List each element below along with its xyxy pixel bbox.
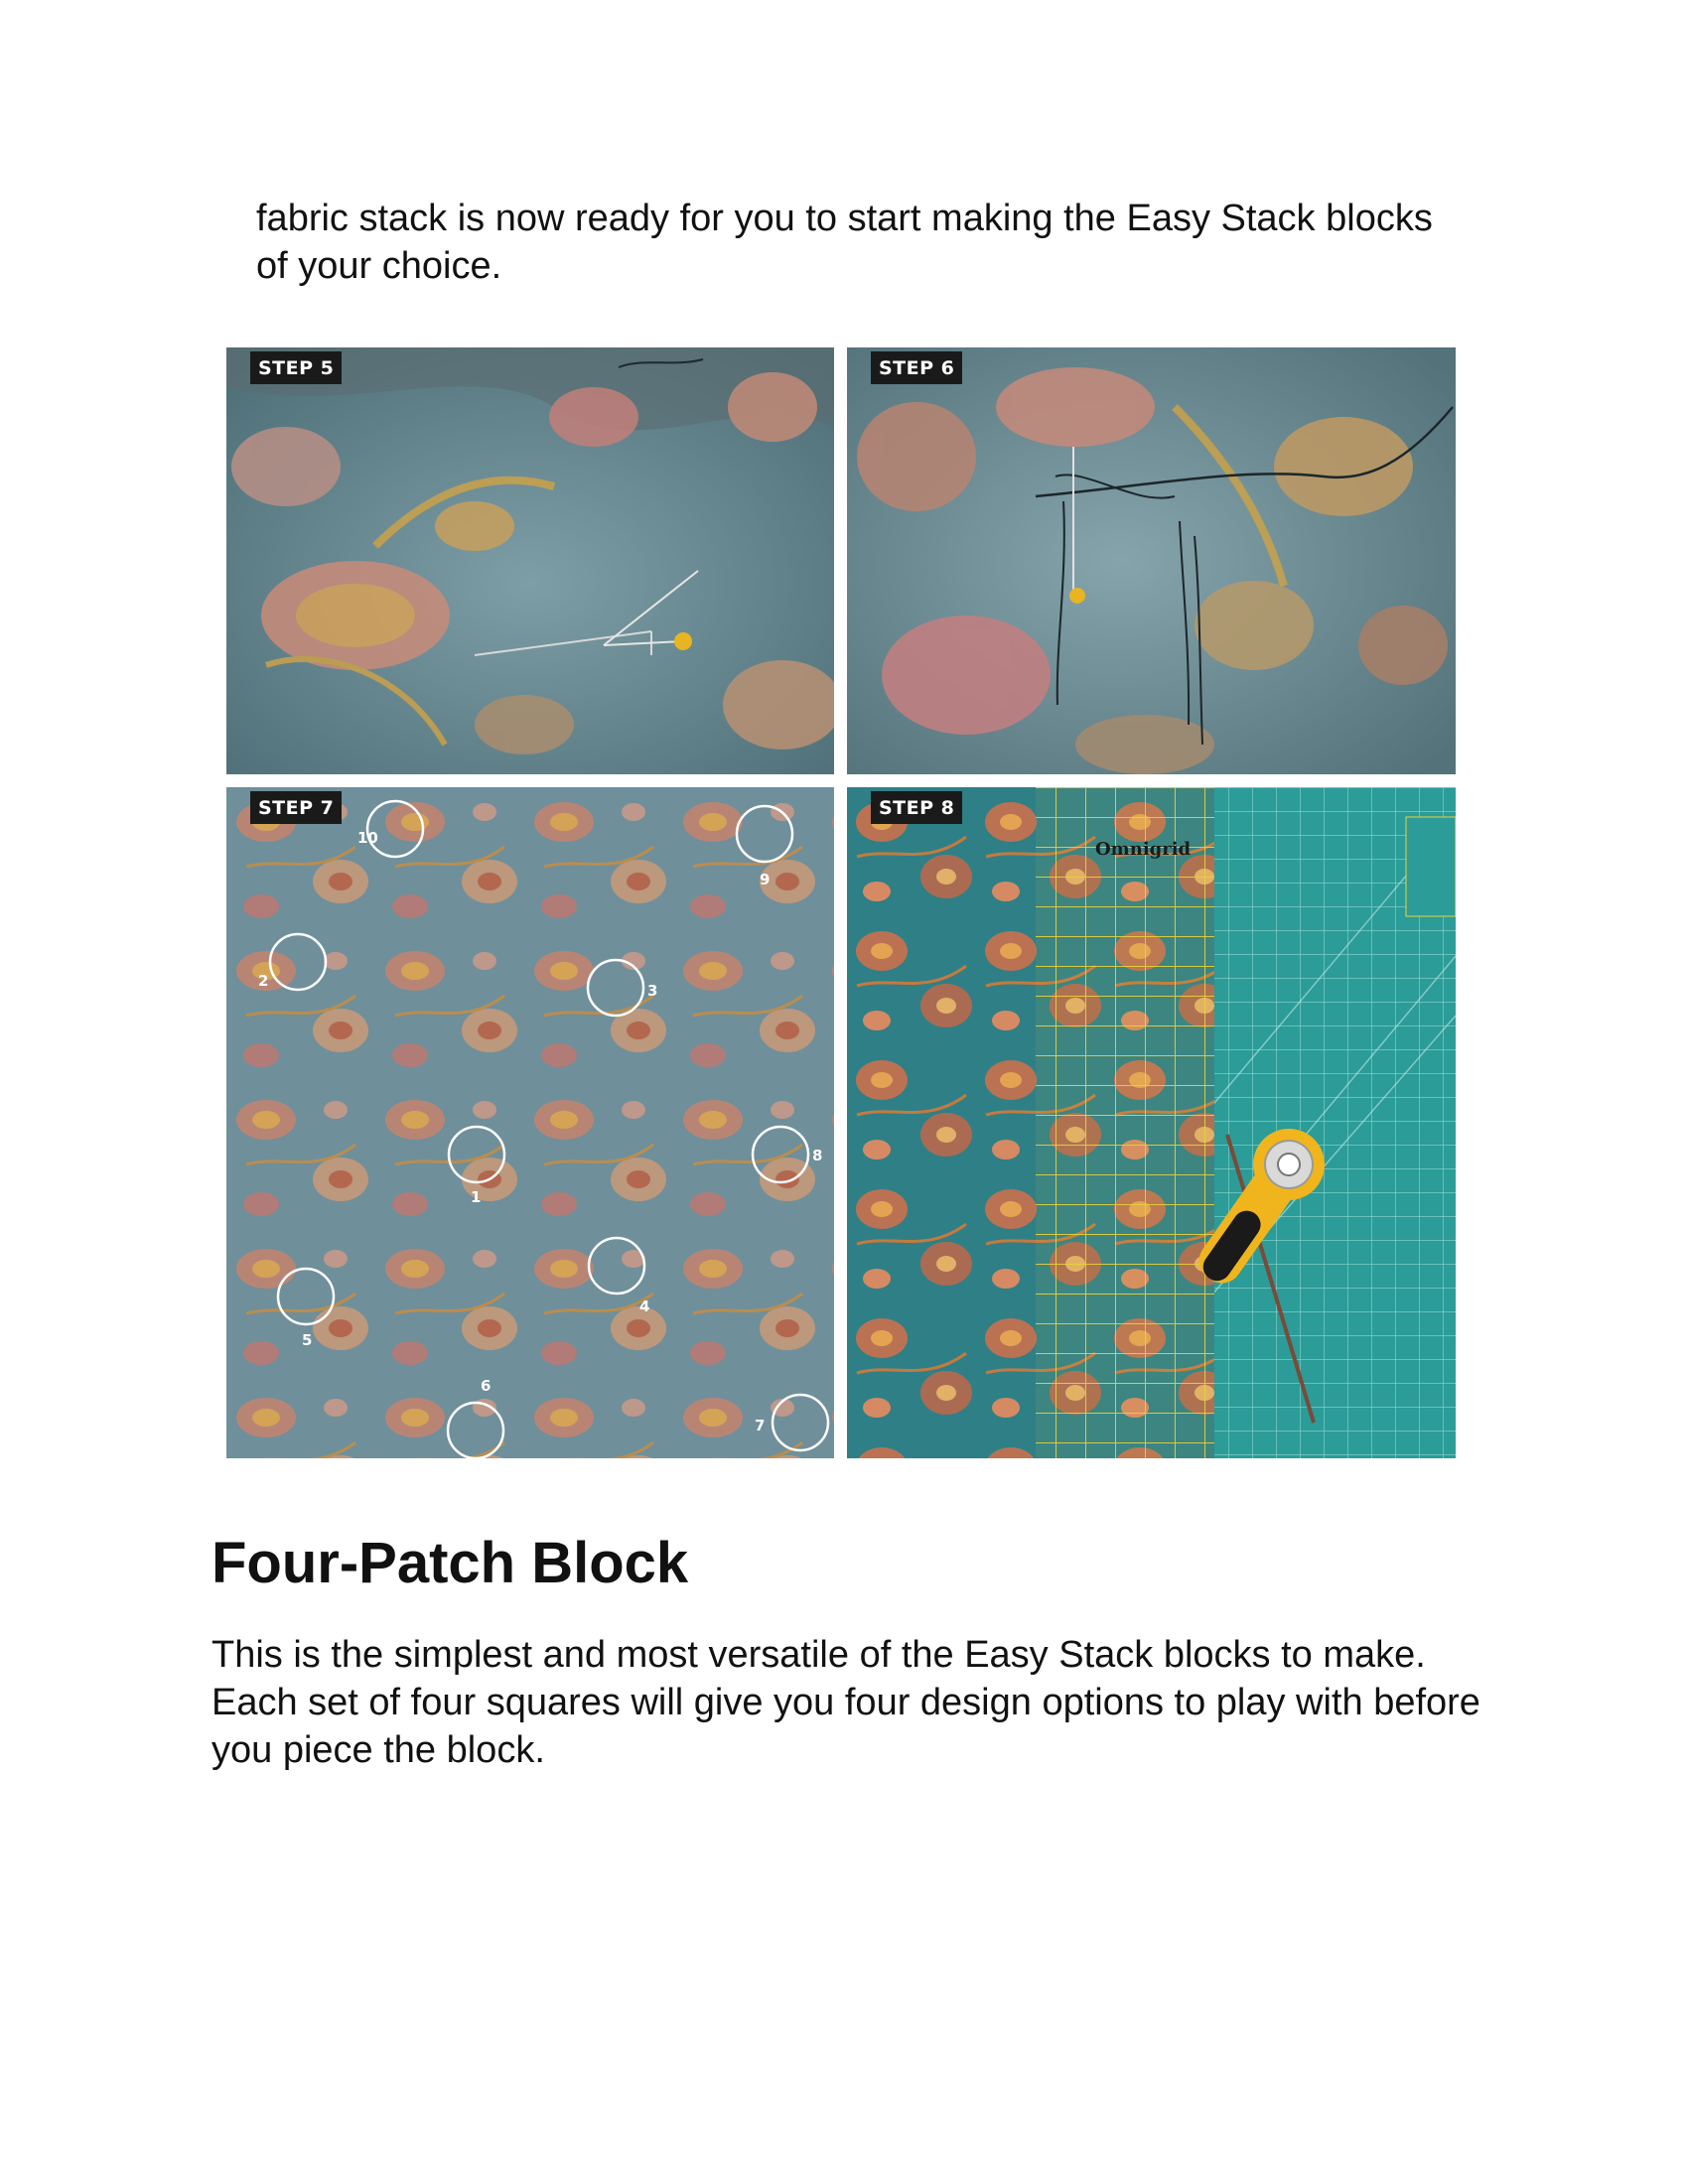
step-7-photo	[226, 787, 834, 1458]
marker-label: 2	[258, 972, 269, 990]
step-5-photo	[226, 347, 834, 774]
step-label: STEP 8	[871, 791, 962, 824]
body-paragraph: This is the simplest and most versatile of the Easy Stack blocks to make. Each set of four squares will give you four design options to play with before you piece the block.	[211, 1634, 1480, 1771]
step-label: STEP 7	[250, 791, 342, 824]
marker-label: 7	[755, 1417, 766, 1434]
step-6-photo	[847, 347, 1456, 774]
marker-label: 5	[302, 1331, 313, 1349]
marker-label: 9	[760, 871, 771, 888]
marker-label: 4	[639, 1297, 650, 1315]
marker-label: 6	[481, 1377, 492, 1395]
marker-label: 10	[357, 829, 378, 847]
step-8-photo	[847, 787, 1456, 1458]
marker-label: 8	[812, 1147, 823, 1164]
step-label: STEP 6	[871, 351, 962, 384]
marker-label: 1	[471, 1188, 482, 1206]
ruler-brand-text: Omnigrid	[1095, 839, 1192, 860]
marker-label: 3	[647, 982, 658, 1000]
section-heading: Four-Patch Block	[211, 1531, 689, 1595]
step-label: STEP 5	[250, 351, 342, 384]
intro-paragraph: fabric stack is now ready for you to start making the Easy Stack blocks of your choice.	[256, 198, 1433, 287]
